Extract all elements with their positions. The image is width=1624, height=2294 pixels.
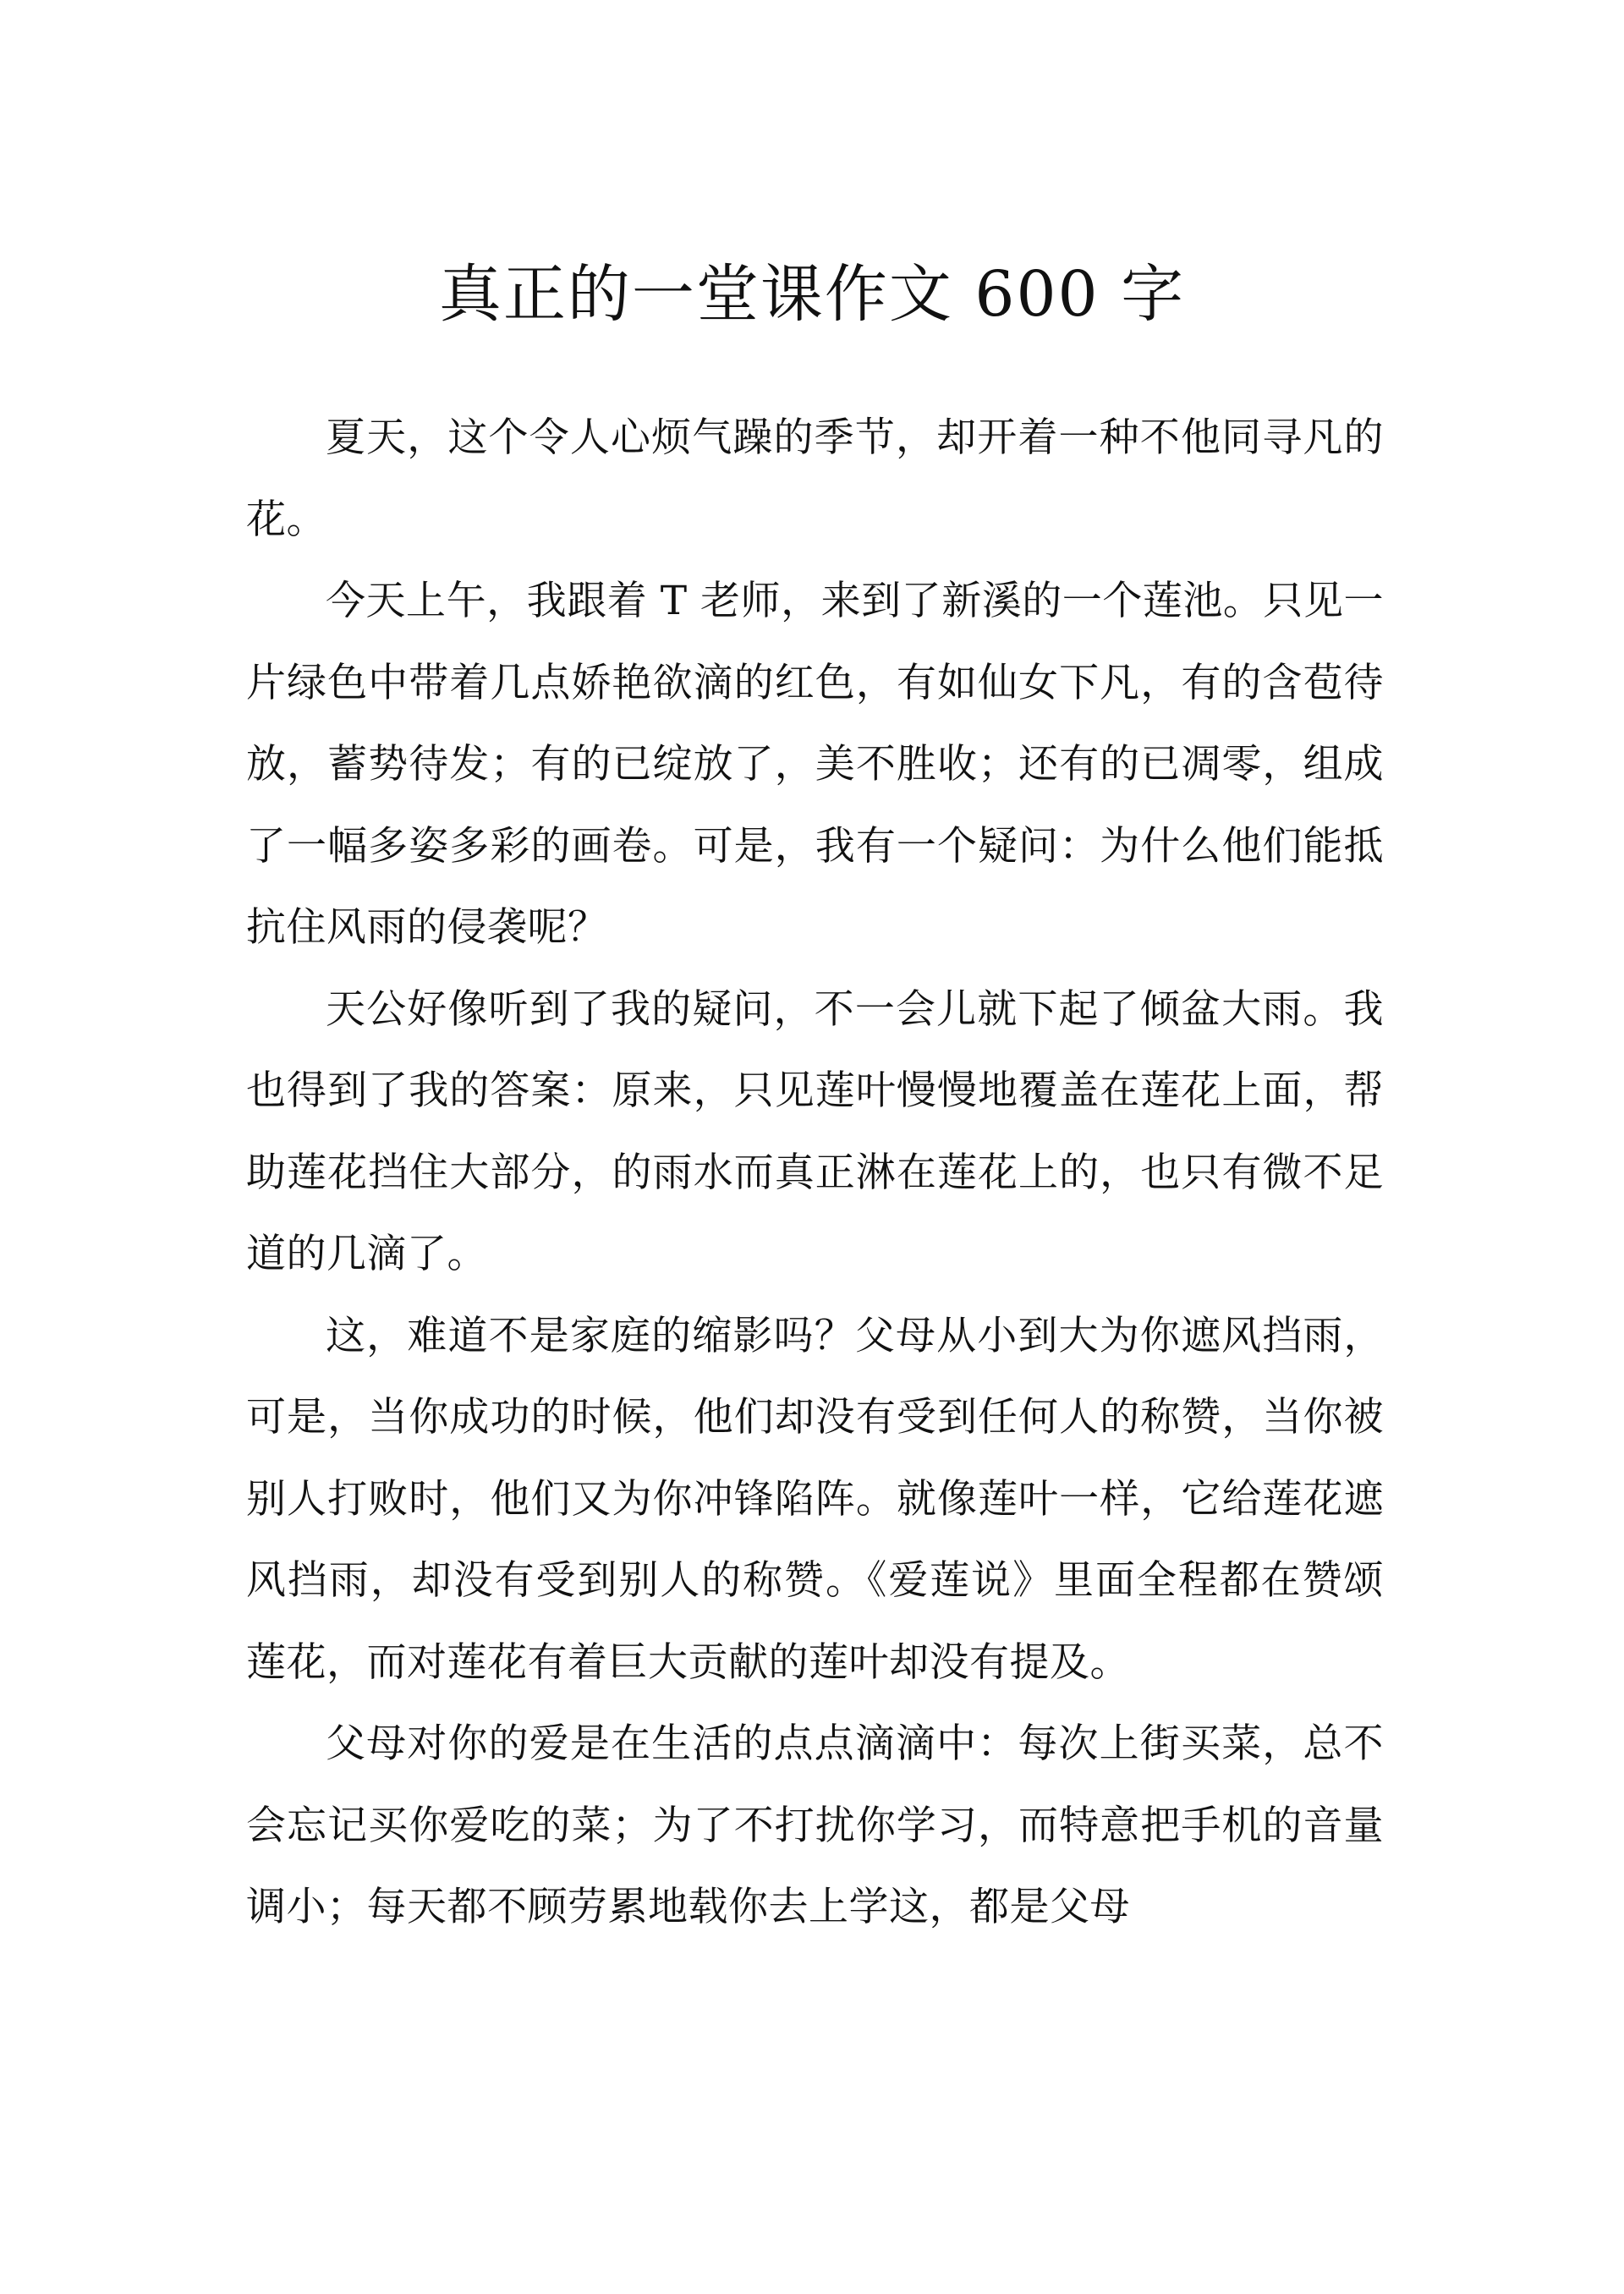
paragraph-4: 这，难道不是家庭的缩影吗？父母从小到大为你遮风挡雨，可是，当你成功的时候，他们却没有受到任何人的称赞，当你被别人打败时，他们又为你冲锋陷阵。就像莲叶一样，它给莲花遮风挡雨，却没有受到别人的称赞。《爱莲说》里面全程都在赞颂莲花，而对莲花有着巨大贡献的莲叶却没有提及。 — [246, 1312, 1384, 1686]
paragraph-2: 今天上午，我跟着 T 老师，来到了新溪的一个莲池。只见一片绿色中带着几点娇艳欲滴的红色，有如仙女下凡，有的含苞待放，蓄势待发；有的已绽放了，美不胜收；还有的已凋零，组成了一幅多姿多彩的画卷。可是，我有一个疑问：为什么他们能抵抗住风雨的侵袭呢？ — [246, 578, 1384, 951]
page-title: 真正的一堂课作文 600 字 — [438, 258, 1186, 331]
essay-body — [246, 398, 1384, 1949]
paragraph-5: 父母对你的爱是在生活的点点滴滴中：每次上街买菜，总不会忘记买你爱吃的菜；为了不打扰你学习，而特意把手机的音量调小；每天都不顾劳累地载你去上学这，都是父母 — [246, 1720, 1384, 1930]
paragraph-1: 夏天，这个令人心烦气躁的季节，却开着一种不他同寻凡的花。 — [246, 414, 1384, 543]
paragraph-3: 天公好像听到了我的疑问，不一会儿就下起了倾盆大雨。我也得到了我的答案：原来，只见莲叶慢慢地覆盖在莲花上面，帮助莲花挡住大部分，的雨水而真正淋在莲花上的，也只有微不足道的几滴了。 — [246, 985, 1384, 1277]
